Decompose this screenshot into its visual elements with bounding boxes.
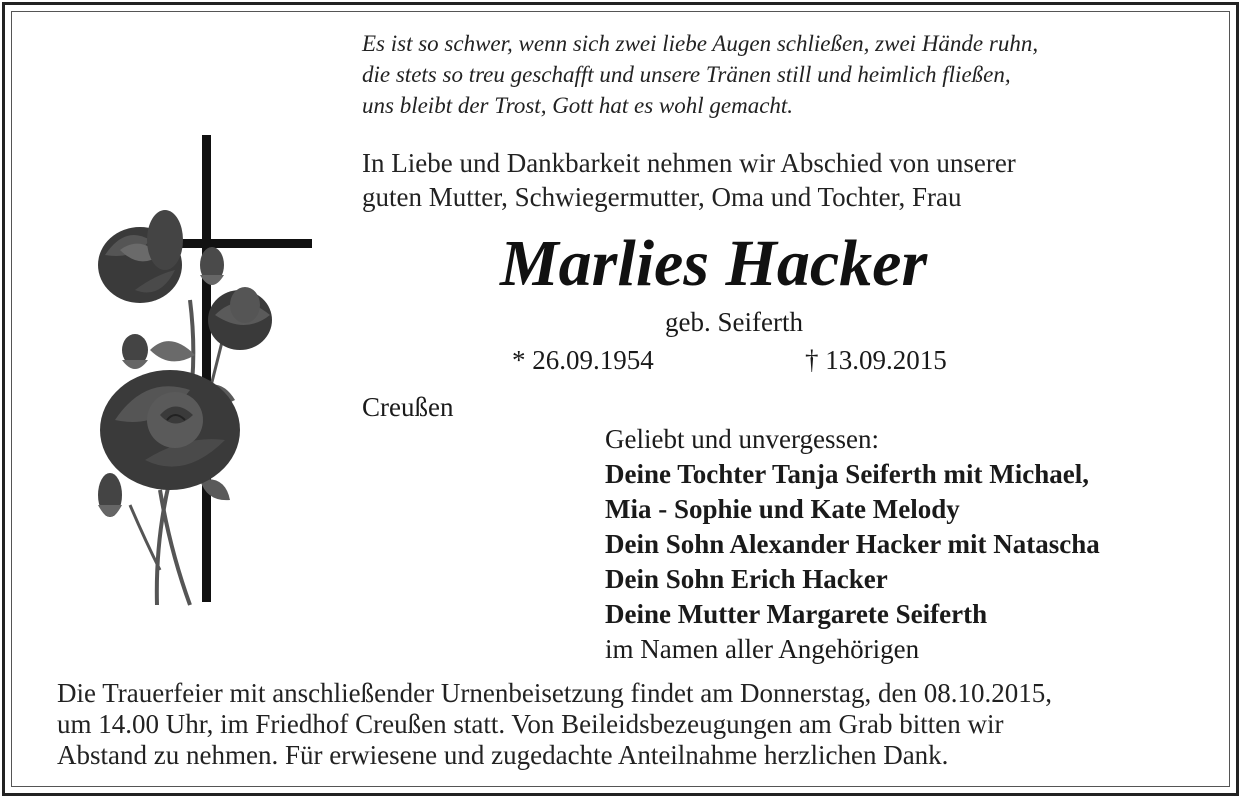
poem-line: uns bleibt der Trost, Gott hat es wohl gemacht. — [362, 93, 794, 118]
rose-top-icon — [98, 210, 183, 303]
family-footer: im Namen aller Angehörigen — [605, 634, 920, 664]
intro-line: guten Mutter, Schwiegermutter, Oma und Tochter, Frau — [362, 182, 962, 212]
leaf-icon — [150, 341, 195, 361]
cross-horizontal-beam — [163, 239, 312, 248]
deceased-name: Marlies Hacker — [500, 227, 928, 300]
rose-right-icon — [208, 287, 272, 350]
family-member: Mia - Sophie und Kate Melody — [605, 494, 960, 524]
family-list — [605, 422, 1100, 667]
cross-vertical-beam — [202, 135, 211, 602]
closing-line: um 14.00 Uhr, im Friedhof Creußen statt. Von Beileidsbezeugungen am Grab bitten wir — [57, 709, 1004, 739]
rose-large-icon — [100, 370, 240, 490]
death-date: † 13.09.2015 — [805, 345, 947, 375]
poem — [362, 28, 1038, 121]
rose-bud-icon — [122, 334, 148, 369]
family-member: Dein Sohn Erich Hacker — [605, 564, 888, 594]
closing-line: Abstand zu nehmen. Für erwiesene und zugedachte Anteilnahme herzlichen Dank. — [57, 740, 949, 770]
town: Creußen — [362, 392, 454, 422]
family-member: Dein Sohn Alexander Hacker mit Natascha — [605, 529, 1100, 559]
rose-bud-icon — [200, 247, 224, 285]
closing-line: Die Trauerfeier mit anschließender Urnenbeisetzung findet am Donnerstag, den 08.10.2015, — [57, 678, 1052, 708]
closing-text — [57, 678, 1052, 771]
family-member: Deine Tochter Tanja Seiferth mit Michael, — [605, 459, 1089, 489]
poem-line: die stets so treu geschafft und unsere Tränen still und heimlich fließen, — [362, 62, 1011, 87]
rose-bud-icon — [98, 473, 122, 517]
cross-with-roses-icon — [75, 130, 325, 615]
family-heading: Geliebt und unvergessen: — [605, 424, 879, 454]
intro-line: In Liebe und Dankbarkeit nehmen wir Abschied von unserer — [362, 148, 1016, 178]
birth-date: * 26.09.1954 — [512, 345, 654, 375]
family-member: Deine Mutter Margarete Seiferth — [605, 599, 988, 629]
intro-text — [362, 146, 1016, 214]
poem-line: Es ist so schwer, wenn sich zwei liebe Augen schließen, zwei Hände ruhn, — [362, 31, 1039, 56]
born-name: geb. Seiferth — [665, 307, 803, 337]
